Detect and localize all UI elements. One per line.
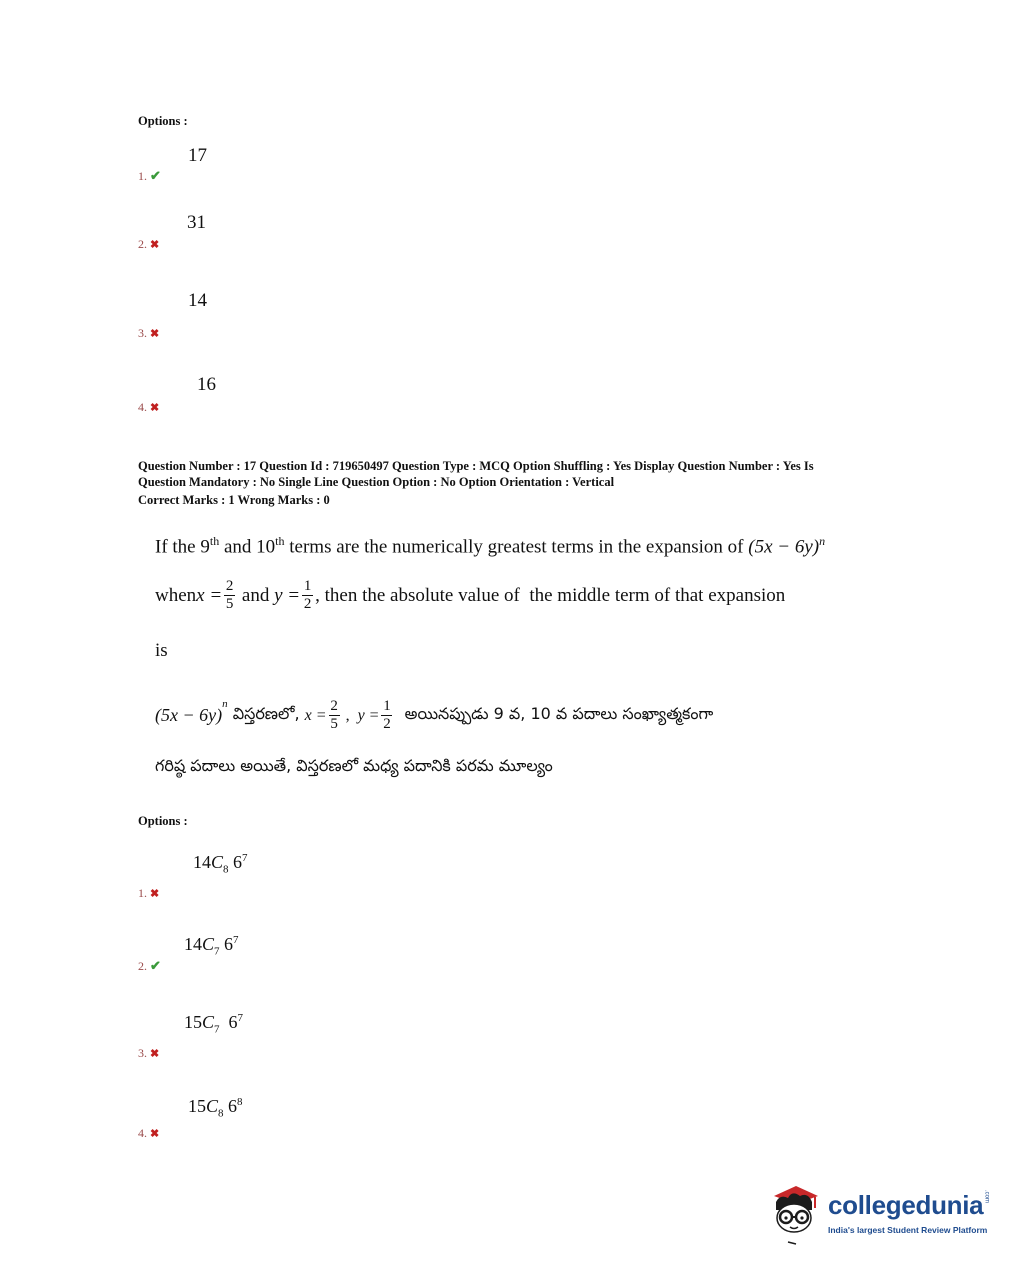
option-math <box>193 852 248 876</box>
logo-wordmark <box>828 1190 989 1235</box>
denominator: 2 <box>383 716 391 732</box>
fraction <box>381 698 392 733</box>
numerator: 2 <box>330 698 338 714</box>
text: and <box>237 584 275 606</box>
math-expression: x = <box>196 584 223 606</box>
telugu-text-line-1 <box>155 698 713 733</box>
check-icon: ✔ <box>150 958 161 973</box>
superscript: n <box>819 534 826 548</box>
question-meta <box>138 458 898 508</box>
coefficient: 14 <box>193 852 211 872</box>
denominator: 5 <box>330 716 338 732</box>
fraction <box>329 698 340 733</box>
cross-icon: ✖ <box>150 1048 160 1060</box>
telugu-text: విస్తరణలో, <box>227 704 305 723</box>
logo-tagline: India's largest Student Review Platform <box>828 1224 988 1235</box>
option-index: 1. <box>138 886 147 900</box>
option-number <box>138 958 161 974</box>
math-expression: (5x − 6y) <box>155 705 223 725</box>
math-expression: y = <box>274 584 301 606</box>
numerator: 1 <box>383 698 391 714</box>
subscript: 7 <box>214 1023 220 1036</box>
superscript: th <box>209 534 220 548</box>
option-index: 4. <box>138 400 147 414</box>
text: , <box>341 706 358 724</box>
cross-icon: ✖ <box>150 239 160 251</box>
exponent: 8 <box>237 1096 243 1108</box>
base: 6 <box>228 1096 238 1116</box>
cross-icon: ✖ <box>150 1128 160 1140</box>
math-expression: y = <box>357 706 380 724</box>
base: 6 <box>233 852 243 872</box>
option-number <box>138 1046 159 1061</box>
option-value: 17 <box>188 145 207 166</box>
subscript: 8 <box>223 863 229 876</box>
check-icon: ✔ <box>150 168 161 183</box>
superscript: th <box>275 534 285 548</box>
option-math <box>184 934 239 958</box>
option-math <box>184 1012 243 1036</box>
subscript: 8 <box>218 1107 224 1120</box>
math-symbol: C <box>202 1012 215 1032</box>
logo-com: .com <box>983 1189 990 1203</box>
option-number <box>138 326 159 341</box>
math-symbol: C <box>202 934 215 954</box>
superscript: n <box>222 698 228 710</box>
option-index: 2. <box>138 237 147 251</box>
text: , then the absolute value of the middle term of that expansion <box>315 584 786 606</box>
text: and 10 <box>219 536 276 558</box>
options-label: Options : <box>138 814 188 828</box>
telugu-text: అయినప్పుడు 9 వ, 10 వ పదాలు సంఖ్యాత్మకంగా <box>394 704 714 723</box>
question-text-line-2 <box>155 578 785 613</box>
denominator: 2 <box>303 596 312 612</box>
question-text-line-3: is <box>155 640 168 661</box>
cross-icon: ✖ <box>150 888 160 900</box>
option-index: 3. <box>138 326 147 340</box>
option-value: 14 <box>188 290 207 311</box>
option-index: 1. <box>138 168 147 183</box>
option-index: 2. <box>138 958 147 973</box>
text: terms are the numerically greatest terms in the expansion of <box>284 536 749 558</box>
math-expression: (5x − 6y) <box>748 536 820 558</box>
option-number <box>138 237 159 252</box>
base: 6 <box>228 1012 238 1032</box>
math-symbol: C <box>206 1096 219 1116</box>
exponent: 7 <box>237 1012 244 1024</box>
option-index: 4. <box>138 1126 147 1140</box>
option-number <box>138 886 159 901</box>
text: when <box>155 584 197 606</box>
logo-name: collegedunia <box>828 1189 984 1220</box>
option-number <box>138 400 159 415</box>
fraction <box>224 578 235 613</box>
option-value: 16 <box>197 374 216 395</box>
telugu-text-line-2: గరిష్ఠ పదాలు అయితే, విస్తరణలో మధ్య పదానికి పరమ మూల్యం <box>155 756 553 775</box>
mascot-icon <box>766 1176 826 1248</box>
math-expression: x = <box>304 706 327 724</box>
numerator: 1 <box>303 578 312 594</box>
denominator: 5 <box>225 596 234 612</box>
option-number <box>138 1126 159 1141</box>
exponent: 7 <box>233 934 239 946</box>
coefficient: 15 <box>184 1012 202 1032</box>
fraction <box>302 578 313 613</box>
cross-icon: ✖ <box>150 328 160 340</box>
option-math <box>188 1096 243 1120</box>
text: If the 9 <box>155 536 210 558</box>
meta-line: Question Number : 17 Question Id : 719650497 Question Type : MCQ Option Shuffling : Yes Display Question Number : Yes Is <box>138 459 814 473</box>
option-value: 31 <box>187 212 206 233</box>
meta-line: Question Mandatory : No Single Line Question Option : No Option Orientation : Vertical <box>138 475 615 489</box>
numerator: 2 <box>225 578 234 594</box>
options-label: Options : <box>138 114 188 128</box>
base: 6 <box>224 934 234 954</box>
option-index: 3. <box>138 1046 147 1060</box>
collegedunia-logo <box>766 1176 989 1248</box>
meta-line: Correct Marks : 1 Wrong Marks : 0 <box>138 493 330 507</box>
cross-icon: ✖ <box>150 402 160 414</box>
option-number <box>138 168 161 184</box>
question-text-line-1 <box>155 534 825 558</box>
exponent: 7 <box>242 852 248 864</box>
subscript: 7 <box>214 945 220 958</box>
coefficient: 14 <box>184 934 202 954</box>
coefficient: 15 <box>188 1096 206 1116</box>
math-symbol: C <box>211 852 224 872</box>
